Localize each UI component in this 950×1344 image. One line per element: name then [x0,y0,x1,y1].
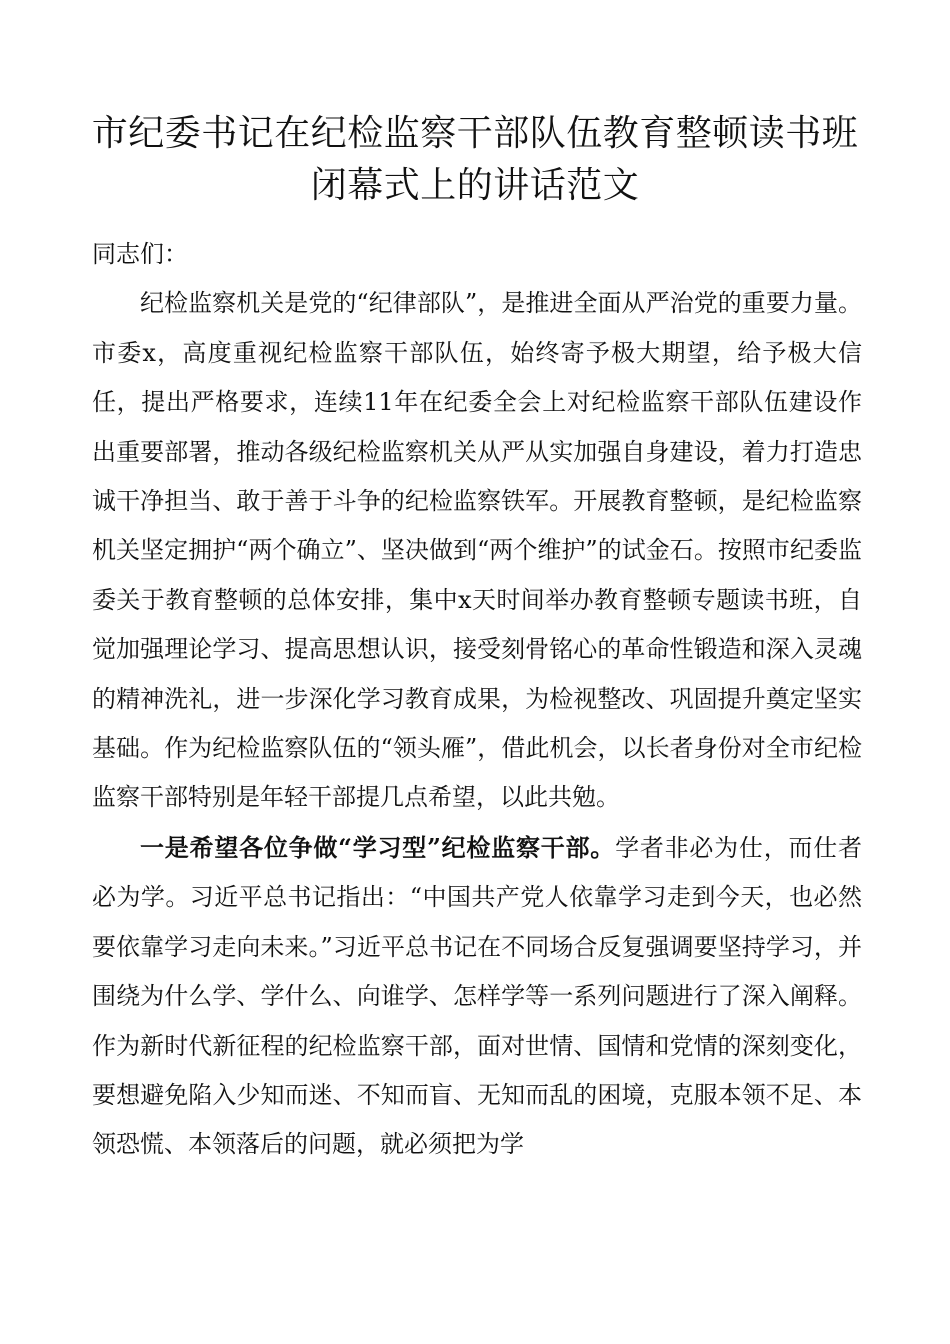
paragraph-intro: 纪检监察机关是党的“纪律部队”，是推进全面从严治党的重要力量。市委x，高度重视纪检监察干部队伍，始终寄予极大期望，给予极大信任，提出严格要求，连续11年在纪委全会上对纪检监察干部队伍建设作出重要部署，推动各级纪检监察机关从严从实加强自身建设，着力打造忠诚干净担当、敢于善于斗争的纪检监察铁军。开展教育整顿，是纪检监察机关坚定拥护“两个确立”、坚决做到“两个维护”的试金石。按照市纪委监委关于教育整顿的总体安排，集中x天时间举办教育整顿专题读书班，自觉加强理论学习、提高思想认识，接受刻骨铭心的革命性锻造和深入灵魂的精神洗礼，进一步深化学习教育成果，为检视整改、巩固提升奠定坚实基础。作为纪检监察队伍的“领头雁”，借此机会，以长者身份对全市纪检监察干部特别是年轻干部提几点希望，以此共勉。 [92,289,862,812]
title-line-1: 市纪委书记在纪检监察干部队伍教育整顿读书班 [91,113,859,154]
document-title [60,108,890,212]
point-one-heading: 一是希望各位争做“学习型”纪检监察干部。 [140,832,616,862]
salutation: 同志们： [92,240,188,268]
point-one-body: 学者非必为仕，而仕者必为学。习近平总书记指出：“中国共产党人依靠学习走到今天，也必然要依靠学习走向未来。”习近平总书记在不同场合反复强调要坚持学习，并围绕为什么学、学什么、向谁学、怎样学等一系列问题进行了深入阐释。作为新时代新征程的纪检监察干部，面对世情、国情和党情的深刻变化，要想避免陷入少知而迷、不知而盲、无知而乱的困境，克服本领不足、本领恐慌、本领落后的问题，就必须把为学 [92,833,863,1159]
title-line-2: 闭幕式上的讲话范文 [310,165,640,206]
paragraph-point-one [92,823,862,1170]
document-body [92,230,862,1170]
